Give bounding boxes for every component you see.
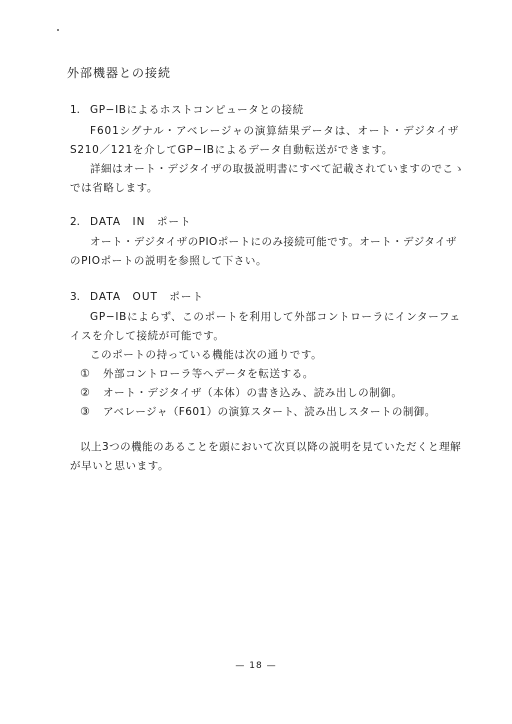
section-number: 1.	[70, 104, 81, 116]
section-heading: DATA IN ポート	[90, 216, 192, 228]
list-item-text: アベレージャ（F601）の演算スタート、読み出しスタートの制御。	[103, 406, 436, 418]
paragraph-line: S210／121を介してGP−IBによるデータ自動転送ができます。	[70, 144, 394, 156]
paragraph-line: このポートの持っている機能は次の通りです。	[90, 349, 323, 361]
section-number: 3.	[70, 291, 81, 303]
paragraph-line: イスを介して接続が可能です。	[70, 330, 225, 342]
paragraph-line: 以上3つの機能のあることを頭において次頁以降の説明を見ていただくと理解	[80, 441, 462, 453]
list-item-text: オート・デジタイザ（本体）の書き込み、読み出しの制御。	[103, 387, 403, 399]
paragraph-line: 詳細はオート・デジタイザの取扱説明書にすべて記載されていますのでこゝ	[90, 163, 465, 175]
page-number: — 18 —	[235, 661, 277, 671]
paragraph-line: が早いと思います。	[70, 460, 170, 472]
list-marker: ②	[80, 386, 90, 399]
list-marker: ③	[80, 405, 90, 418]
section-number: 2.	[70, 216, 81, 228]
list-marker: ①	[80, 367, 90, 380]
paragraph-line: のPIOポートの説明を参照して下さい。	[70, 255, 268, 267]
section-heading: GP−IBによるホストコンピュータとの接続	[90, 104, 304, 116]
paragraph-line: GP−IBによらず、このポートを利用して外部コントローラにインターフェ	[90, 311, 461, 323]
paragraph-line: では省略します。	[70, 182, 158, 194]
page-title: 外部機器との接続	[67, 66, 172, 80]
paragraph-line: オート・デジタイザのPIOポートにのみ接続可能です。オート・デジタイザ	[90, 236, 457, 248]
scan-speck	[57, 29, 59, 31]
section-heading: DATA OUT ポート	[90, 291, 204, 303]
paragraph-line: F601シグナル・アベレージャの演算結果データは、オート・デジタイザ	[90, 125, 460, 137]
list-item-text: 外部コントローラ等へデータを転送する。	[103, 368, 314, 380]
